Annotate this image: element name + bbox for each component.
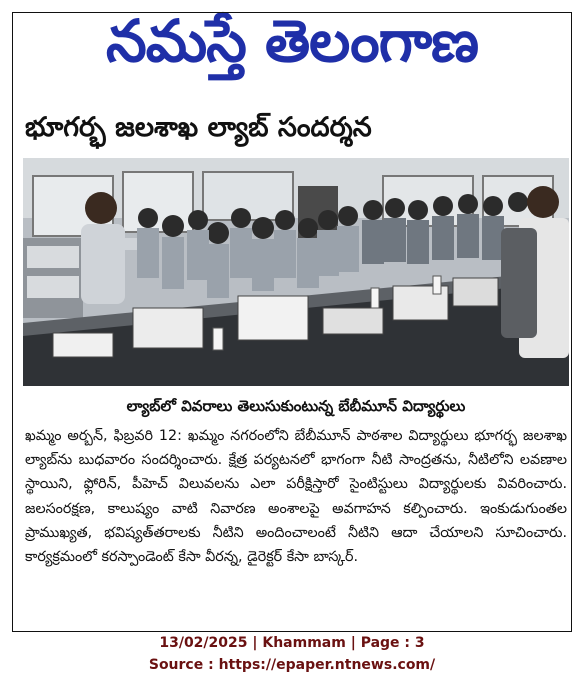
footer-source-link[interactable]: Source : https://epaper.ntnews.com/ bbox=[148, 657, 436, 673]
photo-caption: ల్యాబ్‌లో వివరాలు తెలుసుకుంటున్న బేబీమూన్ విద్యార్థులు bbox=[126, 397, 466, 415]
article-photo bbox=[23, 158, 569, 386]
article-body: ఖమ్మం అర్బన్, ఫిబ్రవరి 12: ఖమ్మం నగరంలోని బేబీమూన్ పాఠశాల విద్యార్థులు భూగర్భ జలశాఖ ల్యాబ్‌ను బుధవారం సందర్శించారు. క్షేత్ర పర్యటనలో భాగంగా నీటి సాంద్రతను, నీటిలోని లవణాల స్థాయిని, ఫ్లోరిన్, పీహెచ్ విలువలను ఎలా పరీక్షిస్తారో సైంటిస్టులు విద్యార్థులకు వివరించారు. జలసంరక్షణ, కాలుష్యం వాటి నివారణ అంశాలపై అవగాహన కల్పించారు. ఇంకుడుగుంతల ప్రాముఖ్యత, భవిష్యత్‌తరాలకు నీటిని అందించాలంటే నీటిని ఆదా చేయాలని సూచించారు. కార్యక్రమంలో కరస్పాండెంట్ కేసా వీరన్న, డైరెక్టర్ కేసా బాస్కర్. bbox=[25, 428, 567, 566]
footer-date-edition-page: 13/02/2025 | Khammam | Page : 3 bbox=[159, 635, 425, 651]
article-headline: భూగర్భ జలశాఖ ల్యాబ్ సందర్శన bbox=[25, 112, 372, 143]
masthead-title: నమస్తే తెలంగాణ bbox=[106, 7, 478, 75]
